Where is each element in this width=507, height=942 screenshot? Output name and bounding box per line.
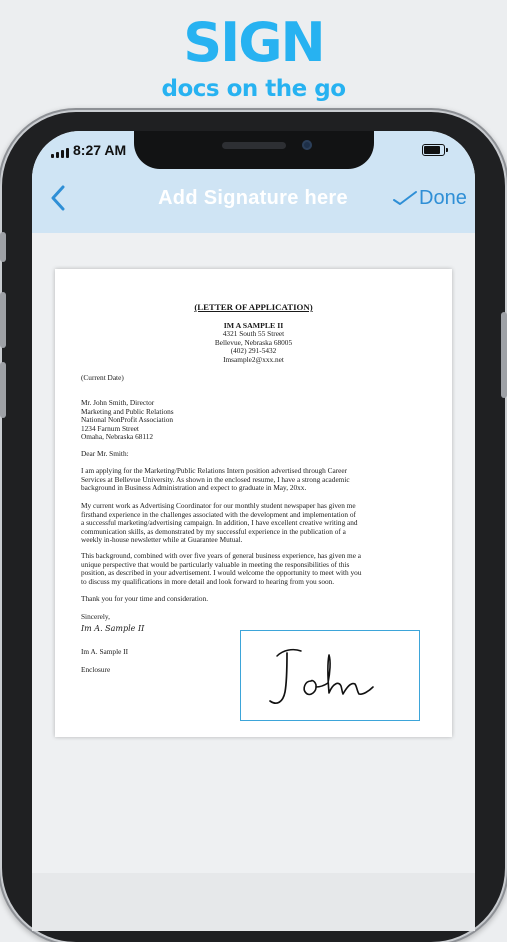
enclosure-text: Enclosure: [81, 665, 111, 674]
printed-name-text: Im A. Sample II: [81, 647, 129, 656]
nav-title: Add Signature here: [158, 187, 348, 209]
recipient-line: 1234 Farnum Street: [81, 423, 139, 433]
letter-title: (LETTER OF APPLICATION): [194, 302, 313, 312]
paragraph-line: This background, combined with over five years of general business experience, has given me a: [81, 551, 362, 560]
paragraph-line: communication skills, as demonstrated by my successful experience in the publication of a: [81, 526, 346, 536]
sender-name: IM A SAMPLE II: [223, 320, 284, 330]
date-text: (Current Date): [81, 373, 124, 382]
paragraph-line: to discuss my qualifications in more detail and look forward to hearing from you soon.: [81, 576, 335, 586]
sender-address-line: (402) 291-5432: [230, 346, 277, 356]
phone-side-button: [0, 292, 6, 348]
sender-address-line: Imsample2@xxx.net: [223, 354, 284, 364]
paragraph-line: My current work as Advertising Coordinator for our monthly student newspaper has given me: [81, 501, 356, 510]
recipient-address: [81, 399, 426, 442]
paragraph-line: position, as described in your advertisement. I would welcome the opportunity to meet with you: [81, 568, 362, 578]
promo-subtitle: docs on the go: [161, 76, 346, 102]
checkmark-icon: [392, 190, 418, 206]
speaker-grille: [222, 142, 286, 149]
paragraph-line: unique perspective that would be particularly valuable in meeting the responsibilities of this: [81, 559, 350, 569]
thanks-line: [81, 595, 426, 604]
signal-icon: [51, 147, 71, 158]
paragraph-line: Services at Bellevue University. As shown in the enclosed resume, I have a strong academic: [81, 474, 350, 484]
closing-text: Sincerely,: [81, 612, 110, 621]
handwritten-signature-drawing: [241, 631, 419, 720]
script-signature-text: Im A. Sample II: [81, 624, 145, 633]
promo-title: SIGN: [183, 11, 324, 74]
sender-address-line: Bellevue, Nebraska 68005: [214, 337, 293, 347]
front-camera: [302, 140, 312, 150]
paragraph-line: weekly in-house newsletter while at Guarantee Mutual.: [81, 535, 243, 545]
letter-date: [81, 374, 426, 383]
phone-side-button: [0, 232, 6, 262]
phone-side-button: [0, 362, 6, 418]
phone-side-button: [501, 312, 507, 398]
sender-address-line: 4321 South 55 Street: [222, 329, 285, 339]
recipient-line: Mr. John Smith, Director: [81, 398, 155, 407]
battery-icon: [422, 144, 445, 156]
recipient-line: Omaha, Nebraska 68112: [81, 432, 154, 442]
document-page[interactable]: [55, 269, 452, 737]
done-label: Done: [419, 186, 467, 209]
letter-paragraph: [81, 502, 426, 545]
signature-box[interactable]: [240, 630, 420, 721]
paragraph-line: I am applying for the Marketing/Public Relations Intern position advertised through Career: [81, 466, 348, 475]
paragraph-line: firsthand experience in the challenges associated with the development and implementation of: [81, 509, 356, 519]
done-button[interactable]: [392, 183, 467, 213]
salutation: [81, 450, 426, 459]
phone-notch: [134, 131, 374, 169]
recipient-line: National NonProfit Association: [81, 415, 174, 425]
paragraph-line: a successful marketing/advertising campaign. In addition, I have excellent creative writing and: [81, 518, 358, 528]
status-time: 8:27 AM: [73, 142, 127, 158]
bottom-toolbar: [32, 873, 475, 931]
app-screen: [32, 131, 475, 931]
paragraph-line: background in Business Administration and expect to graduate in May, 20xx.: [81, 483, 307, 493]
letter-paragraph: [81, 467, 426, 493]
status-and-nav-bar: [32, 131, 475, 233]
salutation-text: Dear Mr. Smith:: [81, 449, 129, 458]
chevron-left-icon: [51, 185, 65, 211]
closing: [81, 613, 426, 622]
letter-header: [55, 303, 452, 365]
letter-paragraph: [81, 552, 426, 586]
recipient-line: Marketing and Public Relations: [81, 406, 174, 416]
back-button[interactable]: [46, 181, 70, 215]
document-canvas: [32, 233, 475, 873]
thanks-text: Thank you for your time and consideration.: [81, 594, 209, 603]
